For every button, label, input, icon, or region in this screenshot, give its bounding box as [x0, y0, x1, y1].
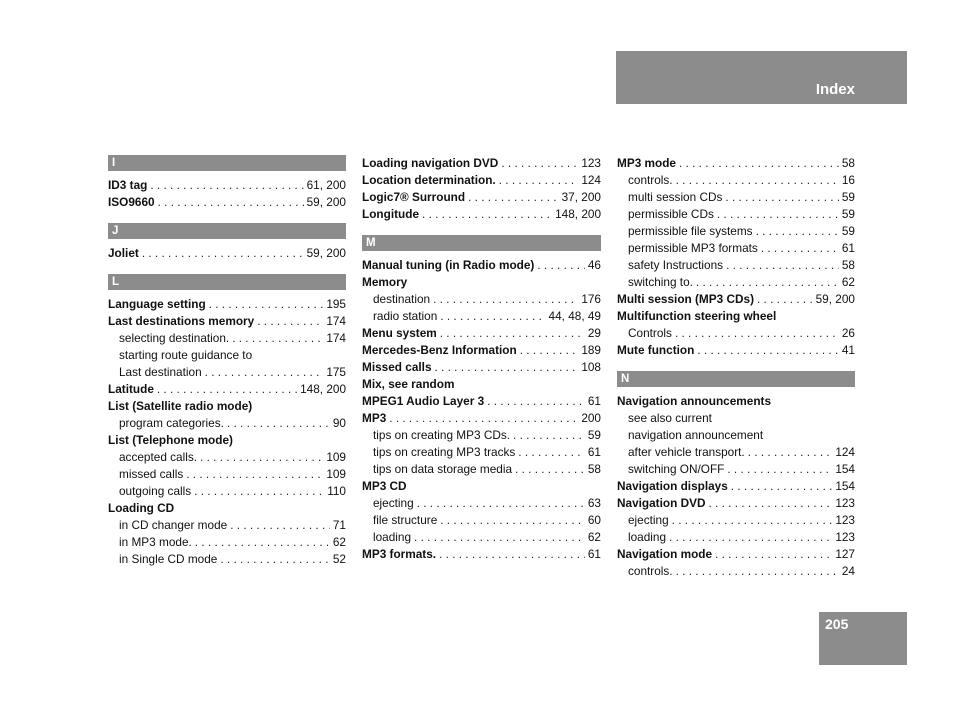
index-subentry [108, 330, 346, 347]
entry-term: Logic7® Surround [362, 190, 466, 204]
index-subentry [108, 449, 346, 466]
entry-pages: 59, 200 [306, 195, 346, 209]
entry-term: outgoing calls [119, 484, 192, 498]
entry-pages: 176 [581, 292, 601, 306]
index-subentry [617, 512, 855, 529]
dot-leader [518, 444, 585, 461]
index-entry [108, 313, 346, 330]
index-entry [362, 274, 601, 291]
dot-leader [725, 189, 838, 206]
entry-pages: 59, 200 [306, 246, 346, 260]
entry-term: destination [373, 292, 431, 306]
index-subentry [617, 529, 855, 546]
entry-term: ejecting [373, 496, 414, 510]
entry-term: Missed calls [362, 360, 432, 374]
index-entry [108, 194, 346, 211]
index-subentry [108, 534, 346, 551]
entry-pages: 59 [841, 224, 855, 238]
dot-leader [433, 291, 578, 308]
index-entry [108, 432, 346, 449]
entry-term: Navigation displays [617, 479, 728, 493]
entry-term: Multi session (MP3 CDs) [617, 292, 754, 306]
dot-leader [440, 512, 585, 529]
index-entry [362, 359, 601, 376]
entry-pages: 58 [841, 258, 855, 272]
entry-term: MP3 mode [617, 156, 676, 170]
section-header-i: I [108, 155, 346, 171]
dot-leader [717, 206, 839, 223]
index-subentry [617, 461, 855, 478]
dot-leader [501, 155, 578, 172]
entry-pages: 200 [581, 411, 601, 425]
dot-leader [227, 415, 330, 432]
index-subentry [108, 466, 346, 483]
entry-pages: 109 [326, 450, 346, 464]
entry-pages: 16 [841, 173, 855, 187]
entry-term: ejecting [628, 513, 669, 527]
entry-term: tips on data storage media [373, 462, 513, 476]
index-entry [617, 308, 855, 325]
entry-pages: 58 [587, 462, 601, 476]
index-entry [108, 398, 346, 415]
index-subentry [617, 325, 855, 342]
dot-leader [468, 189, 559, 206]
entry-term: switching ON/OFF [628, 462, 725, 476]
entry-term: Navigation mode [617, 547, 713, 561]
entry-term: loading [373, 530, 412, 544]
dot-leader [389, 410, 578, 427]
index-subentry [362, 512, 601, 529]
entry-term: Loading navigation DVD [362, 156, 499, 170]
entry-pages: 61 [587, 445, 601, 459]
index-entry [108, 500, 346, 517]
dot-leader [731, 478, 833, 495]
index-subentry [108, 483, 346, 500]
index-subentry [617, 427, 855, 444]
index-subentry [362, 495, 601, 512]
entry-term: permissible CDs [628, 207, 714, 221]
entry-term: MP3 formats. [362, 547, 437, 561]
index-subentry [362, 291, 601, 308]
entry-pages: 90 [332, 416, 346, 430]
dot-leader [435, 359, 579, 376]
index-subentry [617, 206, 855, 223]
index-subentry [617, 240, 855, 257]
dot-leader [676, 172, 839, 189]
index-entry [362, 546, 601, 563]
index-entry [617, 393, 855, 410]
entry-term: starting route guidance to [119, 348, 253, 362]
dot-leader [513, 427, 585, 444]
dot-leader [195, 534, 330, 551]
entry-pages: 195 [326, 297, 346, 311]
entry-pages: 26 [841, 326, 855, 340]
entry-pages: 71 [332, 518, 346, 532]
entry-pages: 174 [326, 331, 346, 345]
index-subentry [108, 517, 346, 534]
dot-leader [676, 563, 839, 580]
entry-pages: 61 [587, 547, 601, 561]
entry-term: permissible MP3 formats [628, 241, 758, 255]
entry-pages: 175 [326, 365, 346, 379]
entry-term: Location determination. [362, 173, 496, 187]
index-header-tab [616, 51, 907, 104]
entry-term: after vehicle transport. [628, 445, 745, 459]
dot-leader [761, 240, 839, 257]
entry-pages: 61 [841, 241, 855, 255]
entry-term: Mute function [617, 343, 695, 357]
dot-leader [158, 194, 304, 211]
entry-pages: 37, 200 [561, 190, 601, 204]
entry-pages: 148, 200 [300, 382, 346, 396]
entry-term: Joliet [108, 246, 139, 260]
index-subentry [362, 461, 601, 478]
entry-term: Menu system [362, 326, 437, 340]
index-entry [108, 177, 346, 194]
entry-term: List (Satellite radio mode) [108, 399, 253, 413]
index-entry [362, 172, 601, 189]
dot-leader [697, 342, 839, 359]
entry-term: missed calls [119, 467, 184, 481]
entry-term: Last destination [119, 365, 202, 379]
index-entry [108, 245, 346, 262]
index-subentry [108, 364, 346, 381]
entry-term: multi session CDs [628, 190, 723, 204]
entry-pages: 174 [326, 314, 346, 328]
entry-term: Language setting [108, 297, 206, 311]
dot-leader [220, 551, 330, 568]
entry-pages: 62 [587, 530, 601, 544]
entry-term: in MP3 mode. [119, 535, 192, 549]
dot-leader [499, 172, 579, 189]
section-header-l: L [108, 274, 346, 290]
entry-pages: 58 [841, 156, 855, 170]
entry-term: ISO9660 [108, 195, 155, 209]
index-entry [362, 376, 601, 393]
index-subentry [617, 223, 855, 240]
dot-leader [672, 512, 833, 529]
dot-leader [487, 393, 585, 410]
entry-term: Last destinations memory [108, 314, 255, 328]
entry-term: file structure [373, 513, 438, 527]
entry-term: Mix, see random [362, 377, 455, 391]
dot-leader [422, 206, 552, 223]
entry-term: Latitude [108, 382, 154, 396]
dot-leader [520, 342, 579, 359]
dot-leader [205, 364, 324, 381]
section-header-n: N [617, 371, 855, 387]
entry-term: controls. [628, 564, 673, 578]
index-entry [617, 155, 855, 172]
dot-leader [439, 546, 585, 563]
entry-pages: 110 [327, 484, 346, 498]
entry-pages: 127 [835, 547, 855, 561]
index-subentry [108, 347, 346, 364]
entry-pages: 52 [332, 552, 346, 566]
page-number-tab [819, 612, 907, 665]
dot-leader [669, 529, 832, 546]
index-entry [362, 410, 601, 427]
dot-leader [232, 330, 323, 347]
entry-pages: 62 [332, 535, 346, 549]
entry-pages: 24 [841, 564, 855, 578]
dot-leader [200, 449, 323, 466]
entry-term: accepted calls. [119, 450, 198, 464]
dot-leader [417, 495, 585, 512]
entry-pages: 123 [835, 530, 855, 544]
entry-term: switching to. [628, 275, 693, 289]
index-title: Index [815, 81, 855, 98]
index-subentry [617, 274, 855, 291]
entry-pages: 154 [835, 462, 855, 476]
dot-leader [757, 291, 813, 308]
dot-leader [194, 483, 324, 500]
entry-pages: 123 [835, 496, 855, 510]
entry-pages: 59 [841, 190, 855, 204]
index-subentry [617, 563, 855, 580]
index-subentry [617, 410, 855, 427]
index-entry [362, 393, 601, 410]
entry-term: permissible file systems [628, 224, 753, 238]
entry-pages: 62 [841, 275, 855, 289]
dot-leader [257, 313, 323, 330]
dot-leader [727, 461, 832, 478]
dot-leader [726, 257, 839, 274]
section-header-m: M [362, 235, 601, 251]
entry-term: Multifunction steering wheel [617, 309, 777, 323]
entry-pages: 124 [581, 173, 601, 187]
entry-term: radio station [373, 309, 438, 323]
dot-leader [209, 296, 324, 313]
entry-term: MPEG1 Audio Layer 3 [362, 394, 485, 408]
entry-term: Mercedes-Benz Information [362, 343, 517, 357]
index-column-3 [617, 155, 855, 580]
index-entry [362, 155, 601, 172]
entry-pages: 59 [841, 207, 855, 221]
entry-pages: 46 [587, 258, 601, 272]
entry-pages: 29 [587, 326, 601, 340]
index-entry [617, 291, 855, 308]
entry-term: MP3 [362, 411, 387, 425]
dot-leader [186, 466, 323, 483]
entry-term: Navigation DVD [617, 496, 706, 510]
index-entry [617, 495, 855, 512]
entry-pages: 123 [835, 513, 855, 527]
dot-leader [709, 495, 833, 512]
index-subentry [617, 444, 855, 461]
entry-pages: 108 [581, 360, 601, 374]
index-entry [362, 478, 601, 495]
index-subentry [108, 551, 346, 568]
entry-term: controls. [628, 173, 673, 187]
section-header-j: J [108, 223, 346, 239]
dot-leader [748, 444, 833, 461]
entry-pages: 61, 200 [306, 178, 346, 192]
dot-leader [696, 274, 839, 291]
entry-term: selecting destination. [119, 331, 230, 345]
entry-term: List (Telephone mode) [108, 433, 233, 447]
entry-term: tips on creating MP3 tracks [373, 445, 516, 459]
entry-pages: 44, 48, 49 [548, 309, 601, 323]
entry-pages: 59 [587, 428, 601, 442]
index-subentry [617, 172, 855, 189]
entry-term: Longitude [362, 207, 420, 221]
dot-leader [756, 223, 839, 240]
dot-leader [715, 546, 832, 563]
index-entry [617, 342, 855, 359]
entry-pages: 61 [587, 394, 601, 408]
index-subentry [362, 444, 601, 461]
entry-term: Navigation announcements [617, 394, 772, 408]
index-entry [108, 381, 346, 398]
dot-leader [414, 529, 585, 546]
dot-leader [537, 257, 585, 274]
entry-term: MP3 CD [362, 479, 407, 493]
index-entry [362, 257, 601, 274]
index-subentry [108, 415, 346, 432]
index-entry [108, 296, 346, 313]
index-subentry [617, 189, 855, 206]
entry-term: ID3 tag [108, 178, 148, 192]
index-subentry [362, 308, 601, 325]
entry-term: Manual tuning (in Radio mode) [362, 258, 535, 272]
entry-term: tips on creating MP3 CDs. [373, 428, 511, 442]
dot-leader [142, 245, 304, 262]
entry-term: in Single CD mode [119, 552, 218, 566]
entry-term: in CD changer mode [119, 518, 228, 532]
entry-pages: 41 [841, 343, 855, 357]
entry-pages: 60 [587, 513, 601, 527]
entry-pages: 59, 200 [815, 292, 855, 306]
dot-leader [440, 308, 545, 325]
entry-term: safety Instructions [628, 258, 724, 272]
index-entry [617, 478, 855, 495]
dot-leader [150, 177, 303, 194]
entry-term: Memory [362, 275, 408, 289]
index-entry [362, 206, 601, 223]
index-column-1 [108, 155, 346, 568]
entry-term: see also current [628, 411, 712, 425]
dot-leader [230, 517, 330, 534]
entry-pages: 63 [587, 496, 601, 510]
index-entry [617, 546, 855, 563]
dot-leader [440, 325, 585, 342]
entry-term: loading [628, 530, 667, 544]
index-subentry [617, 257, 855, 274]
entry-term: Loading CD [108, 501, 175, 515]
entry-term: Controls [628, 326, 672, 340]
entry-term: program categories. [119, 416, 224, 430]
dot-leader [515, 461, 585, 478]
entry-pages: 148, 200 [555, 207, 601, 221]
dot-leader [675, 325, 839, 342]
index-entry [362, 325, 601, 342]
index-column-2 [362, 155, 601, 563]
entry-pages: 154 [835, 479, 855, 493]
entry-pages: 124 [835, 445, 855, 459]
entry-pages: 109 [326, 467, 346, 481]
index-subentry [362, 529, 601, 546]
entry-pages: 123 [581, 156, 601, 170]
page-number: 205 [825, 616, 849, 632]
entry-pages: 189 [581, 343, 601, 357]
dot-leader [157, 381, 297, 398]
index-subentry [362, 427, 601, 444]
index-entry [362, 342, 601, 359]
dot-leader [679, 155, 839, 172]
entry-term: navigation announcement [628, 428, 764, 442]
index-entry [362, 189, 601, 206]
